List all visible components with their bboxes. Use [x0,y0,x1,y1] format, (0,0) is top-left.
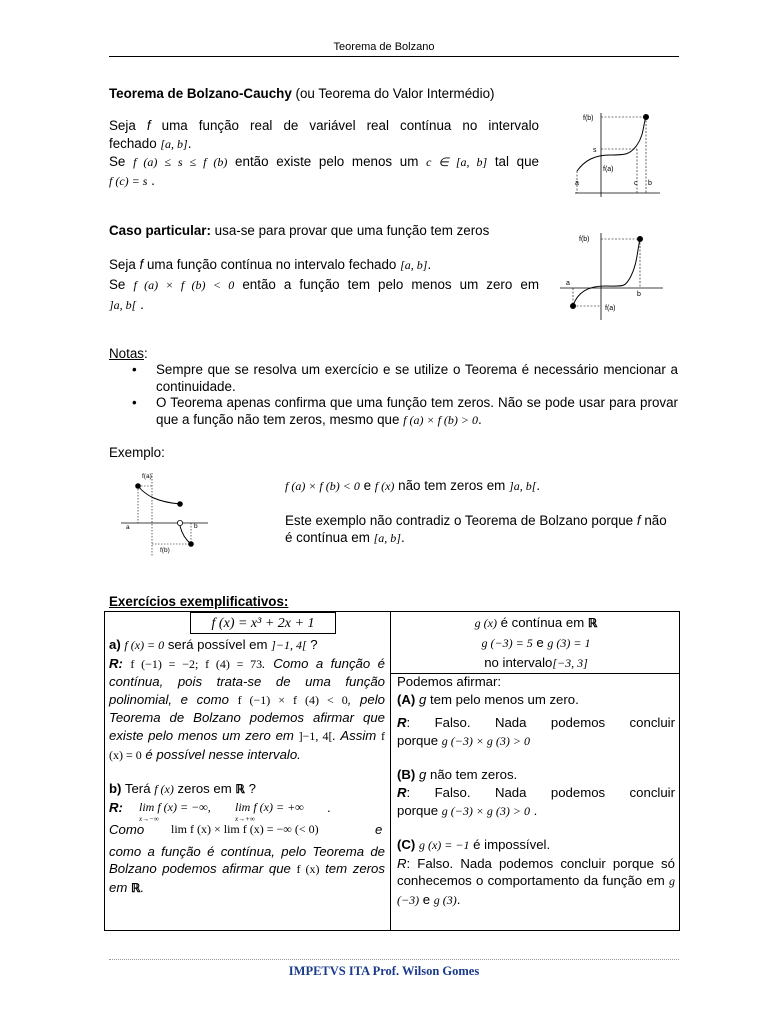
answer-label: R [397,855,407,871]
math: g (−3) = 5 [481,636,533,650]
text: então a função tem pelo menos um zero em [234,277,539,292]
function-box [190,612,336,634]
math-condition: f (a) ≤ s ≤ f (b) [133,155,228,169]
footer-rule [109,959,679,960]
text: . [147,172,155,188]
text: . [327,799,331,815]
graph-zero [555,228,665,323]
limit-2: lim f (x) = +∞ [235,799,304,814]
text: tem pelo menos um zero. [426,691,579,707]
text: e [359,478,375,493]
math-condition: f (a) × f (b) > 0 [403,412,478,427]
limit-1: lim f (x) = −∞, [139,799,211,814]
right-cell-top [396,613,676,673]
option-a-label: (A) [397,691,416,707]
item-b-label: b) [109,781,122,797]
label-fb: f(b) [579,236,590,243]
text: ? [306,637,318,652]
math-fx: f (x) [374,479,395,493]
math-f: f [139,257,144,272]
math: f (x) = 0 [124,638,165,652]
bullet-icon: • [132,395,137,410]
particular-body [109,255,539,315]
text: será possível em [164,637,272,652]
text: . Assim [332,727,381,743]
label-b: b [637,291,641,298]
math-interval: [a, b] [400,258,428,272]
math-g: g [418,767,427,783]
text: Se [109,154,134,169]
math: f (x) [296,862,320,877]
math: g (x) = −1 [418,838,470,853]
math-f: f [636,513,641,528]
math: g (3) = 1 [547,636,591,650]
text: : Falso. Nada podemos concluir [406,784,675,800]
math: f (x) = 0 [109,728,385,762]
text: como a função é contínua, pelo Teorema de Bolzano podemos afirmar que [109,843,385,877]
math-c-in: c ∈ [a, b] [426,155,488,169]
text: . [187,135,192,151]
curve-right [180,526,191,544]
text: . [478,411,482,427]
text: é possível nesse intervalo. [141,746,301,762]
limit-2-sub: x→+∞ [235,814,255,823]
particular-subtitle: usa-se para provar que uma função tem zeros [210,223,490,238]
text: no intervalo [484,655,553,670]
notes-list [130,362,678,428]
math: ]−1, 4[ [271,638,307,652]
exercises-heading: Exercícios exemplificativos: [109,594,289,609]
point-open [177,520,182,525]
real-set: ℝ [130,880,141,895]
label-fa: f(a) [605,305,616,312]
text: Podemos afirmar: [397,674,502,689]
label-a: a [566,280,570,287]
text: uma função real de variável real contínua no intervalo [150,118,539,133]
text: : Falso. Nada podemos concluir porque só conhecemos o comportamento da função em [397,855,675,889]
particular-heading [109,223,549,238]
note-item [130,362,678,395]
text: não tem zeros em [394,478,510,493]
math: g (−3) [397,874,675,907]
math: g (3) [433,892,457,907]
answer-label: R: [109,799,123,815]
text: . Como a função é contínua, pois trata-se de uma função polinomial, e como [109,655,385,707]
real-set: ℝ [587,616,598,630]
option-b-label: (B) [397,767,416,783]
right-cell-bottom [397,673,675,910]
math: f (−1) × f (4) < 0 [237,692,348,707]
label-a: a [126,524,130,531]
math-condition: f (a) × f (b) < 0 [285,479,360,493]
label-c: c [634,180,638,187]
graph-example [118,468,213,560]
math-open-interval: ]a, b[ [509,479,537,493]
page-header: Teorema de Bolzano [333,41,435,53]
text: porque [397,802,442,818]
limit-product: lim f (x) × lim f (x) = −∞ (< 0) [171,821,319,836]
label-fb: f(b) [160,547,170,554]
math: g (x) [474,616,497,630]
label-b: b [194,523,198,530]
math: g (−3) × g (3) > 0 [441,803,531,818]
text: . [140,879,145,895]
note-text: Sempre que se resolva um exercício e se utilize o Teorema é necessário mencionar a continuidade. [156,362,678,394]
notes-title: Notas [109,346,144,361]
text: Seja [109,118,147,133]
text: Como [109,821,145,837]
text: e [532,635,548,650]
curve [577,117,646,171]
math-interval: [a, b] [373,531,401,545]
text: não é contínua em [285,513,667,545]
text: ? [244,781,256,797]
table-column-divider [390,611,391,931]
math: ]−1, 4[ [298,728,333,743]
answer-label: R: [109,655,123,671]
footer-text: IMPETVS ITA Prof. Wilson Gomes [288,964,480,978]
theorem-subtitle: (ou Teorema do Valor Intermédio) [291,86,495,101]
text: , pelo Teorema de Bolzano podemos afirmar que existe pelo menos um zero em [109,691,385,743]
limit-1-sub: x→−∞ [139,814,159,823]
curve-left [138,486,180,504]
real-set: ℝ [235,782,245,797]
text: Terá [121,781,155,797]
math-condition: f (a) × f (b) < 0 [133,278,235,292]
header-rule [109,56,679,57]
text: . [530,802,538,818]
text: então existe pelo menos um [227,154,427,169]
item-a-label: a) [109,637,121,652]
notes-label [109,346,148,361]
math-interval: [a, b] [160,136,188,151]
text: Este exemplo não contradiz o Teorema de Bolzano porque [285,513,637,528]
math-f: f [146,118,151,133]
text: Seja [109,257,140,272]
text: . [456,891,461,907]
curve [573,239,640,306]
example-label: Exemplo: [109,445,165,460]
math: f (−1) = −2; f (4) = 73 [130,656,263,671]
math-fc: f (c) = s [109,173,148,188]
graph-ivt [555,105,665,200]
text: é impossível. [469,837,551,853]
particular-title: Caso particular: [109,223,211,238]
text: . [427,257,432,272]
left-cell [109,636,385,898]
note-item [130,395,678,428]
bullet-icon: • [132,362,137,377]
label-a: a [575,180,579,187]
math: g (−3) × g (3) > 0 [441,733,531,748]
text: . [536,478,541,493]
label-fa: f(a) [142,473,152,480]
text: . [136,297,144,312]
math-interval: [−3, 3] [552,656,588,670]
answer-label: R [397,715,407,731]
text: e [375,821,383,837]
theorem-heading [109,86,549,101]
text: : Falso. Nada podemos concluir [406,715,675,731]
text: uma função contínua no intervalo fechado [143,257,401,272]
text: fechado [109,135,161,151]
text: porque [397,732,442,748]
text: zeros em [173,781,236,797]
text: tem zeros em [109,861,385,895]
text: não tem zeros. [426,767,518,783]
example-explanation [285,512,675,547]
answer-label: R [397,784,407,800]
theorem-body [109,117,539,190]
math-g: g [418,691,427,707]
label-fa: f(a) [603,166,614,173]
text: . [400,530,405,545]
label-b: b [648,180,652,187]
note-text: O Teorema apenas confirma que uma função tem zeros. Não se pode usar para provar que a função não tem zeros, mesmo que [156,395,678,427]
text: Se [109,277,134,292]
text: é contínua em [496,615,588,630]
text: : [143,346,148,361]
label-fb: f(b) [583,115,594,122]
math-fdef: f (x) = x³ + 2x + 1 [211,616,315,631]
example-line1 [285,478,680,494]
label-s: s [593,147,597,154]
option-c-label: (C) [397,837,416,853]
theorem-title: Teorema de Bolzano-Cauchy [109,86,292,101]
text: tal que [487,154,539,169]
math-open-interval: ]a, b[ [109,298,137,312]
text: e [419,891,434,907]
math: f (x) [154,782,174,797]
point-left-end [177,501,183,507]
